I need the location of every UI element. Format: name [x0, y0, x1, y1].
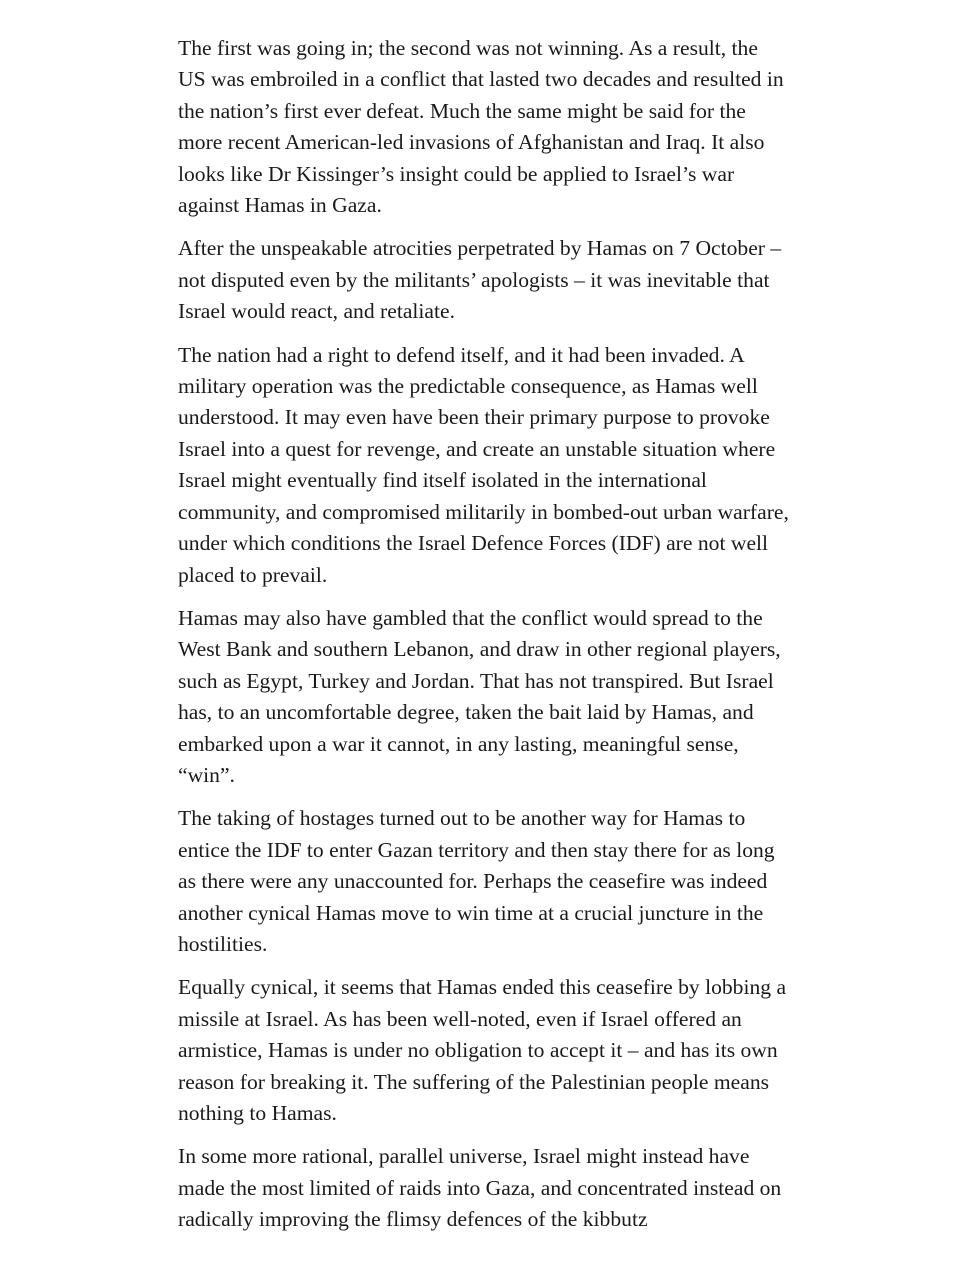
article-paragraph-3: The nation had a right to defend itself, and it had been invaded. A military operation was the predictable consequence, as Hamas well understood. It may even have been their primary purpose to provoke Israel into a quest for revenge, and create an unstable situation where Israel might eventually find itself isolated in the international community, and compromised militarily in bombed-out urban warfare, under which conditions the Israel Defence Forces (IDF) are not well placed to prevail.	[178, 342, 789, 587]
article-body	[178, 33, 790, 1248]
article-paragraph-5: The taking of hostages turned out to be another way for Hamas to entice the IDF to enter Gazan territory and then stay there for as long as there were any unaccounted for. Perhaps the ceasefire was indeed another cynical Hamas move to win time at a crucial juncture in the hostilities.	[178, 806, 775, 956]
article-paragraph-1: The first was going in; the second was not winning. As a result, the US was embroiled in a conflict that lasted two decades and resulted in the nation’s first ever defeat. Much the same might be said for the more recent American-led invasions of Afghanistan and Iraq. It also looks like Dr Kissinger’s insight could be applied to Israel’s war against Hamas in Gaza.	[178, 36, 784, 218]
article-paragraph-6: Equally cynical, it seems that Hamas ended this ceasefire by lobbing a missile at Israel. As has been well-noted, even if Israel offered an armistice, Hamas is under no obligation to accept it – and has its own reason for breaking it. The suffering of the Palestinian people means nothing to Hamas.	[178, 975, 787, 1125]
article-paragraph-2: After the unspeakable atrocities perpetrated by Hamas on 7 October – not disputed even by the militants’ apologists – it was inevitable that Israel would react, and retaliate.	[178, 236, 782, 324]
article-paragraph-4: Hamas may also have gambled that the conflict would spread to the West Bank and southern Lebanon, and draw in other regional players, such as Egypt, Turkey and Jordan. That has not transpired. But Israel has, to an uncomfortable degree, taken the bait laid by Hamas, and embarked upon a war it cannot, in any lasting, meaningful sense, “win”.	[178, 605, 781, 787]
article-paragraph-7: In some more rational, parallel universe, Israel might instead have made the most limited of raids into Gaza, and concentrated instead on radically improving the flimsy defences of the kibbutz	[178, 1144, 782, 1232]
